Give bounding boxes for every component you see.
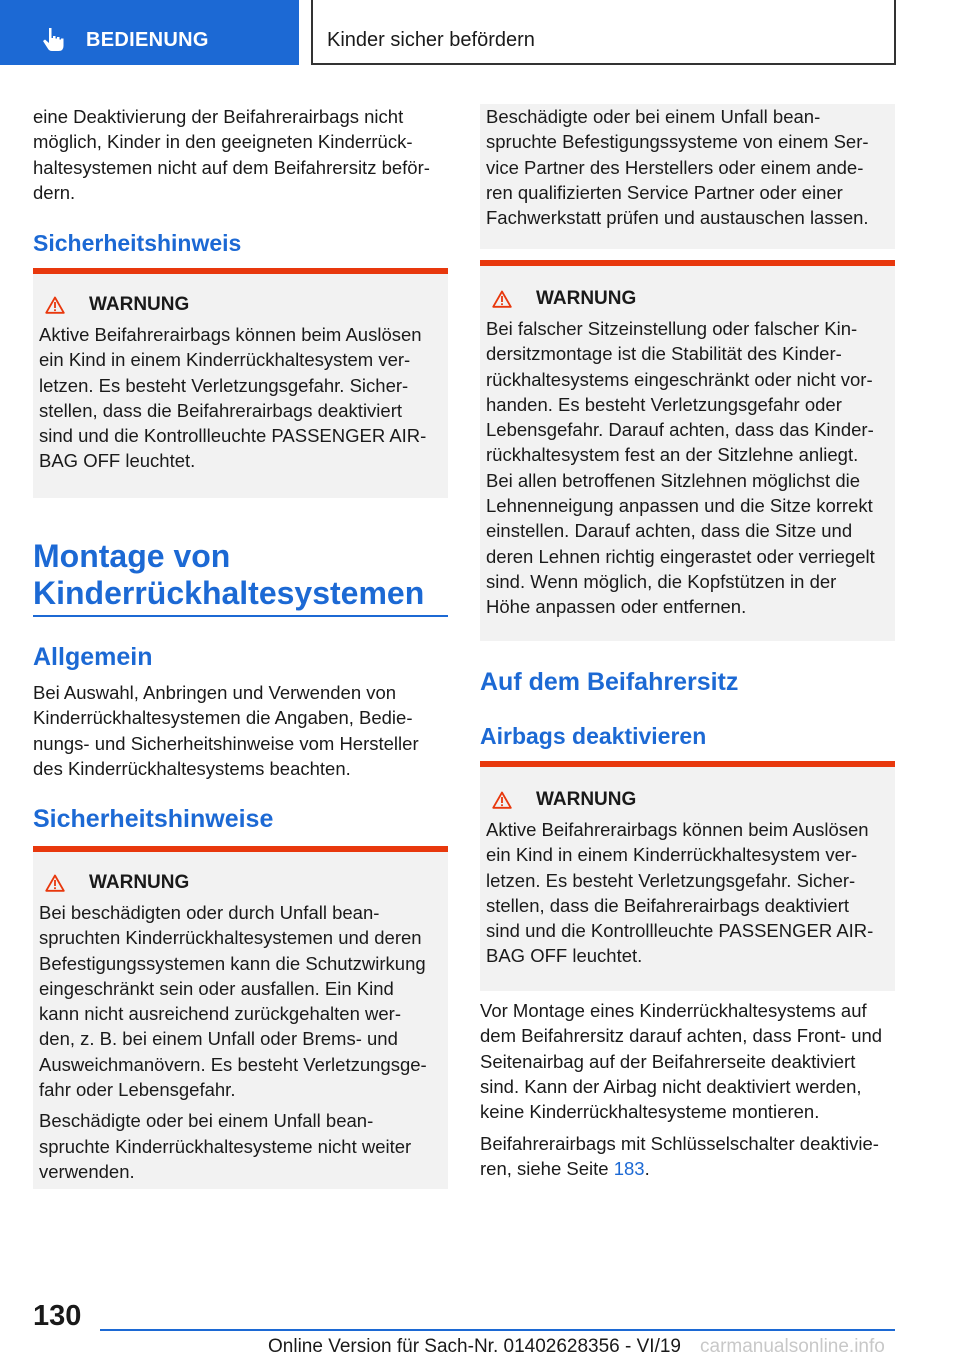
header-section-tab [0,0,299,65]
warning-box-airbag-passenger [480,761,895,991]
warning-triangle-icon [45,296,65,314]
warning-triangle-icon [45,874,65,892]
warning-label: WARNUNG [89,872,190,893]
warning-label: WARNUNG [89,294,190,315]
warning-box-damaged [33,846,448,1189]
heading-montage: Montage von Kinderrückhaltesystemen [33,538,425,611]
warning-header [486,789,887,811]
heading-safety-notices: Sicherheitshinweise [33,805,274,833]
warning-header [39,294,440,316]
page-number: 130 [33,1300,82,1332]
watermark-text: carmanualsonline.info [700,1336,885,1357]
warning-text [39,900,440,1184]
warning-paragraph: Bei beschädigten oder durch Unfall bean- spruchten Kinderrückhaltesystemen und deren Befestigungssystemen kann die Schutzwirkung eingeschränkt sein oder ausfallen. Ein Kind kann nicht ausreichend zurückgehalten wer- den, z. B. bei einem Unfall oder Brems- und Ausweichmanövern. Es besteht Verletzungsge- fahr oder Lebensgefahr. [39,902,427,1101]
intro-paragraph: eine Deaktivierung der Beifahrerairbags nicht möglich, Kinder in den geeigneten Kinderrück- haltesystemen nicht auf dem Beifahrersitz beför- dern. [33,106,430,203]
heading-safety-notice: Sicherheitshinweis [33,230,242,256]
warning-text: Aktive Beifahrerairbags können beim Auslösen ein Kind in einem Kinderrückhaltesystem ver- letzen. Es besteht Verletzungsgefahr. Sicher- stellen, dass die Beifahrerairbags deaktiviert sind und die Kontrollleuchte PASSENGER AIR- BAG OFF leuchtet. [486,819,874,967]
warning-box-seat [480,260,895,641]
header-topic-tab [311,0,896,65]
warning-label: WARNUNG [536,288,637,309]
heading-general: Allgemein [33,643,153,671]
warning-text: Bei falscher Sitzeinstellung oder falscher Kin- dersitzmontage ist die Stabilität des Kinder- rückhaltesystems eingeschränkt oder nicht vor- handen. Es besteht Verletzungsgefahr oder Lebensgefahr. Darauf achten, dass das Kinder- rückhaltesystem fest an der Sitzlehne anliegt. Bei allen betroffenen Sitzlehnen möglichst die Lehnenneigung anpassen und die Sitze korrekt einstellen. Darauf achten, dass die Sitze und deren Lehnen richtig eingerastet oder verriegelt sind. Wenn möglich, die Kopfstützen in der Höhe anpassen oder entfernen. [486,318,875,618]
warning-text: Aktive Beifahrerairbags können beim Auslösen ein Kind in einem Kinderrückhaltesystem ver- letzen. Es besteht Verletzungsgefahr. Sicher- stellen, dass die Beifahrerairbags deaktiviert sind und die Kontrollleuchte PASSENGER AIR- BAG OFF leuchtet. [39,324,427,472]
footer-rule [100,1329,895,1331]
page-reference-link[interactable]: 183 [613,1158,645,1180]
continued-note-box: Beschädigte oder bei einem Unfall bean- spruchte Befestigungssysteme von einem Ser- vice Partner des Herstellers oder einem ande- ren qualifizierten Service Partner oder einer Fachwerkstatt prüfen und austauschen lassen. [480,104,895,249]
warning-box-airbag [33,268,448,498]
warning-header [486,288,887,310]
warning-paragraph: Beschädigte oder bei einem Unfall bean- spruchte Kinderrückhaltesysteme nicht weiter verwenden. [39,1110,412,1182]
warning-triangle-icon [492,290,512,308]
warning-triangle-icon [492,791,512,809]
warning-label: WARNUNG [536,789,637,810]
warning-header [39,872,440,894]
general-paragraph: Bei Auswahl, Anbringen und Verwenden von Kinderrückhaltesystemen die Angaben, Bedie- nungs- und Sicherheitshinweise vom Hersteller des Kinderrückhaltesystems beachten. [33,682,419,779]
header-topic-title: Kinder sicher befördern [327,29,535,51]
footer-online-version: Online Version für Sach-Nr. 01402628356 - VI/19 [268,1336,681,1357]
switch-paragraph: Beifahrerairbags mit Schlüsselschalter deaktivie- ren, siehe Seite 183. [480,1133,879,1180]
hand-pointer-icon [40,26,66,52]
header-section-title: BEDIENUNG [86,29,209,51]
heading-deactivate-airbags: Airbags deaktivieren [480,723,707,749]
heading-passenger-seat: Auf dem Beifahrersitz [480,668,739,696]
heading-rule [33,615,448,617]
montage-paragraph: Vor Montage eines Kinderrückhaltesystems auf dem Beifahrersitz darauf achten, dass Front- und Seitenairbag auf der Beifahrerseite deaktiviert sind. Kann der Airbag nicht deaktiviert werden, keine Kinderrückhaltesysteme montieren. [480,1000,883,1123]
